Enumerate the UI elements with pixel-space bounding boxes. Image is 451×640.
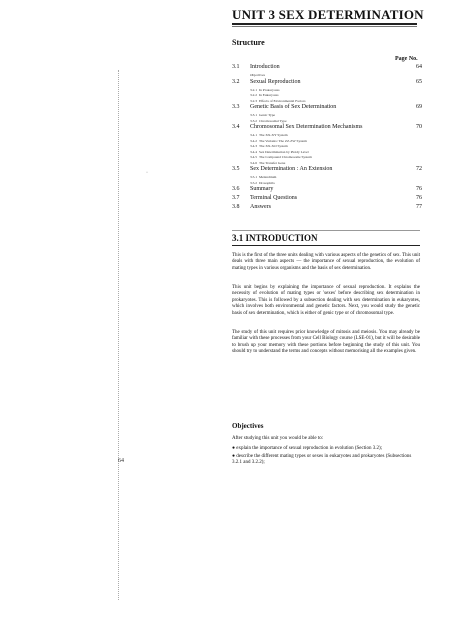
toc-label: Introduction [250, 64, 280, 70]
toc-sub-number: 3.4.3 [250, 144, 257, 148]
intro-paragraph-2: This unit begins by explaining the importance of sexual reproduction. It explains the necessity of evolution of mating types or 'sexes' before describing sex determination in prokaryotes. This is followed by a subsection dealing with sex determination in eukaryotes, which involves both environmental and genetic factors. Next, you would study the genetic basis of sex determination, which is either of genic type or of chromosomal type. [232, 285, 420, 316]
toc-sub-number: 3.4.1 [250, 133, 257, 137]
page-number: 64 [118, 458, 124, 464]
page-no-label: Page No. [395, 56, 418, 62]
toc-sub-label: The XX-XY System [259, 133, 288, 137]
toc-sub-label: Drosophila [259, 180, 275, 185]
toc-sub-label: The Variants: The ZZ-ZW System [259, 138, 307, 143]
intro-paragraph-3: The study of this unit requires prior knowledge of mitosis and meiosis. You may already be familiar with these processes from your Cell Biology course (LSE-01), but it will be desirable to brush up your memory with these portions before beginning the study of this unit. You should try to understand the terms and concepts without memorising all the examples given. [232, 330, 420, 355]
objectives-heading: Objectives [232, 422, 264, 430]
table-of-contents [232, 64, 422, 213]
toc-sub-number: 3.2.3 [250, 98, 257, 103]
toc-number: 3.5 [232, 166, 240, 172]
title-rule-thin [232, 26, 417, 27]
section-heading: 3.1 INTRODUCTION [232, 233, 318, 243]
objective-item: ● describe the different mating types or sexes in eukaryotes and prokaryotes (Subsections 3.2.1 and 3.2.2); [232, 454, 412, 466]
toc-sub-number: 3.5.1 [250, 175, 257, 179]
toc-sub-number: 3.3.2 [250, 118, 257, 123]
toc-label: Chromosomal Sex Determination Mechanisms [250, 124, 363, 130]
section-rule-top [232, 230, 420, 231]
toc-sub-number: 3.4.4 [250, 149, 257, 154]
toc-page: 69 [416, 104, 422, 110]
toc-sub-label: Melandrium [259, 175, 277, 179]
toc-entry [232, 186, 422, 195]
toc-number: 3.8 [232, 204, 240, 210]
toc-entry [232, 124, 422, 133]
toc-page: 65 [416, 78, 422, 85]
toc-entry [232, 166, 422, 175]
unit-title: UNIT 3 SEX DETERMINATION [232, 7, 424, 22]
toc-sub-number: 3.4.2 [250, 138, 257, 143]
toc-entry [232, 79, 422, 88]
toc-page: 76 [416, 186, 422, 192]
toc-sub-label: In Eukaryotes [259, 93, 279, 97]
objective-text: explain the importance of sexual reproduction in evolution (Section 3.2); [236, 446, 383, 451]
intro-paragraph-1: This is the first of the three units dealing with various aspects of the genetics of sex. This unit deals with three main aspects — the importance of sexual reproduction, the evolution of mating types in various organisms and the basis of sex determination. [232, 253, 420, 271]
toc-label: Terminal Questions [250, 195, 298, 201]
toc-number: 3.6 [232, 186, 240, 192]
toc-label: Answers [250, 204, 271, 210]
toc-page: 77 [416, 204, 422, 210]
toc-page: 70 [416, 124, 422, 130]
toc-sub-label: The Transfer Gene [259, 160, 286, 165]
toc-page: 76 [416, 195, 422, 201]
toc-sub-label: Sex Determination by Ploidy Level [259, 149, 309, 154]
toc-sub-number: 3.2.1 [250, 87, 257, 92]
toc-number: 3.3 [232, 104, 240, 110]
toc-sub-number: 3.4.6 [250, 160, 257, 165]
toc-sub-label: Effects of Environmental Factors [259, 98, 306, 103]
title-rule [232, 23, 417, 25]
toc-sub-label: The XX-XO System [259, 144, 288, 148]
toc-sub-number: 3.5.2 [250, 180, 257, 185]
toc-sub-label: The Compound Chromosome System [259, 155, 312, 159]
toc-label: Sexual Reproduction [250, 78, 301, 85]
toc-entry [232, 204, 422, 213]
toc-label: Summary [250, 186, 274, 192]
section-rule [232, 245, 420, 246]
toc-sub-label: Genic Type [259, 113, 276, 117]
toc-number: 3.2 [232, 78, 240, 85]
toc-number: 3.7 [232, 195, 240, 201]
toc-page: 64 [416, 64, 422, 70]
toc-label: Sex Determination : An Extension [250, 166, 333, 172]
toc-sub-label: Objectives [250, 73, 265, 77]
toc-number: 3.1 [232, 64, 240, 70]
toc-page: 72 [416, 166, 422, 172]
structure-heading: Structure [232, 38, 265, 47]
margin-dot: · [146, 170, 148, 176]
toc-entry [232, 104, 422, 113]
objective-item: ● explain the importance of sexual reproduction in evolution (Section 3.2); [232, 446, 383, 451]
toc-sub-label: In Prokaryotes [259, 87, 280, 92]
margin-line [118, 70, 120, 600]
toc-entry [232, 195, 422, 204]
toc-sub-label: Chromosomal Type [259, 118, 287, 123]
objectives-intro: After studying this unit you would be able to: [232, 436, 324, 441]
toc-sub-number: 3.4.5 [250, 155, 257, 159]
toc-entry [232, 64, 422, 73]
toc-sub-number: 3.3.1 [250, 113, 257, 117]
toc-label: Genetic Basis of Sex Determination [250, 104, 337, 110]
objective-text: describe the different mating types or sexes in eukaryotes and prokaryotes (Subsections 3.2.1 and 3.2.2); [232, 454, 412, 466]
toc-sub-number: 3.2.2 [250, 93, 257, 97]
toc-number: 3.4 [232, 124, 240, 130]
